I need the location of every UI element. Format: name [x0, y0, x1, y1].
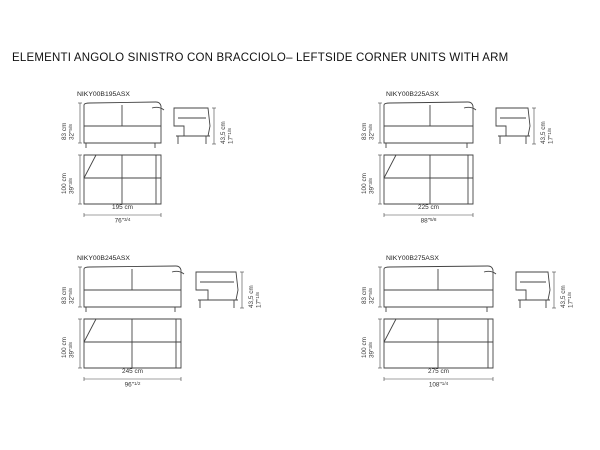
depth-in-label: 39"$^{3/8}$ [68, 178, 76, 194]
width-in-label: 96"$^{1/2}$ [124, 381, 141, 389]
height-in-label: 32"$^{5/8}$ [68, 124, 76, 140]
depth-cm-label: 100 cm [361, 337, 368, 358]
height-cm-label: 83 cm [61, 122, 68, 140]
side-cm-label: 43,5 cm [220, 121, 227, 144]
height-in-label: 32"$^{5/8}$ [368, 288, 376, 304]
depth-in-label: 39"$^{3/8}$ [368, 342, 376, 358]
page-title: ELEMENTI ANGOLO SINISTRO CON BRACCIOLO– LEFTSIDE CORNER UNITS WITH ARM [12, 52, 509, 64]
depth-cm-label: 100 cm [361, 173, 368, 194]
corner-unit-245 [60, 252, 270, 392]
side-in-label: 17"$^{1/8}$ [547, 128, 555, 144]
width-in-label: 88"$^{5/8}$ [420, 217, 437, 225]
corner-unit-225 [360, 88, 560, 228]
height-in-label: 32"$^{5/8}$ [68, 288, 76, 304]
width-in-label: 108"$^{1/4}$ [428, 381, 449, 389]
unit-code: NIKY00B245ASX [77, 255, 130, 262]
depth-cm-label: 100 cm [61, 337, 68, 358]
unit-code: NIKY00B225ASX [386, 91, 439, 98]
width-in-label: 76"$^{3/4}$ [114, 217, 131, 225]
depth-in-label: 39"$^{3/8}$ [368, 178, 376, 194]
depth-cm-label: 100 cm [61, 173, 68, 194]
height-cm-label: 83 cm [361, 286, 368, 304]
side-cm-label: 43,5 cm [540, 121, 547, 144]
side-in-label: 17"$^{1/8}$ [227, 128, 235, 144]
width-cm-label: 275 cm [428, 368, 449, 375]
height-cm-label: 83 cm [61, 286, 68, 304]
height-in-label: 32"$^{5/8}$ [368, 124, 376, 140]
width-cm-label: 245 cm [122, 368, 143, 375]
side-cm-label: 43,5 cm [248, 285, 255, 308]
side-in-label: 17"$^{1/8}$ [255, 292, 263, 308]
side-cm-label: 43,5 cm [560, 285, 567, 308]
side-in-label: 17"$^{1/8}$ [567, 292, 575, 308]
width-cm-label: 195 cm [112, 204, 133, 211]
unit-code: NIKY00B275ASX [386, 255, 439, 262]
corner-unit-195 [60, 88, 240, 228]
depth-in-label: 39"$^{3/8}$ [68, 342, 76, 358]
height-cm-label: 83 cm [361, 122, 368, 140]
unit-code: NIKY00B195ASX [77, 91, 130, 98]
width-cm-label: 225 cm [418, 204, 439, 211]
corner-unit-275 [360, 252, 580, 392]
